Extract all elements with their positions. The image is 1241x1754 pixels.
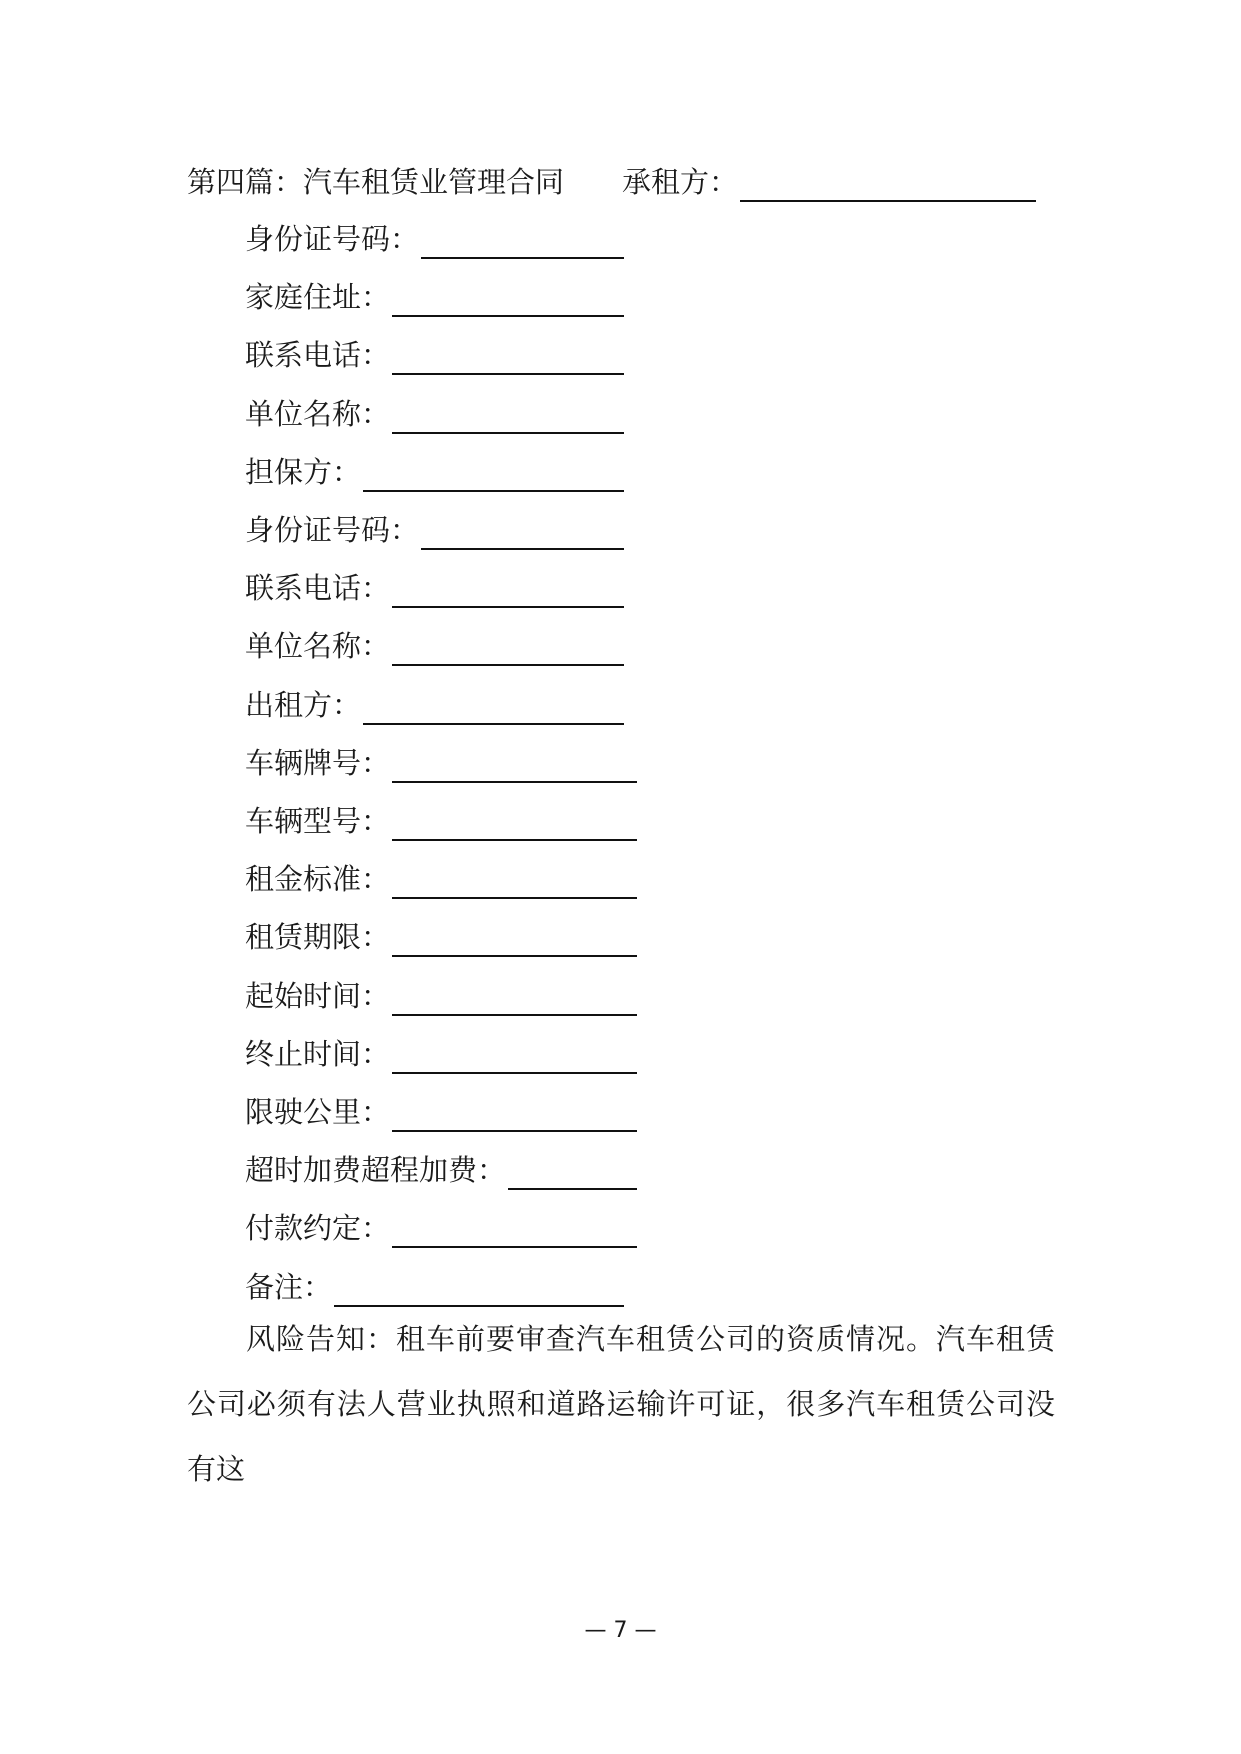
form-field-label: 联系电话： [245,338,391,373]
risk-notice-paragraph [187,1307,1055,1502]
form-field-row [245,219,1241,259]
form-field-row [245,452,1241,492]
form-field-row [245,743,1241,783]
form-field-blank[interactable] [421,520,624,550]
form-field-blank[interactable] [392,811,637,841]
form-field-label: 终止时间： [245,1036,391,1071]
contract-title: 第四篇：汽车租赁业管理合同 [187,165,565,199]
form-field-row [245,277,1241,317]
form-field-blank[interactable] [392,986,637,1016]
form-field-label: 超时加费超程加费： [245,1153,507,1188]
form-field-blank[interactable] [392,927,637,957]
form-field-blank[interactable] [392,1044,637,1074]
form-field-label: 租赁期限： [245,920,391,955]
form-field-blank[interactable] [421,229,624,259]
form-field-blank[interactable] [392,636,624,666]
page-number: — 7 — [584,1618,657,1643]
form-field-label: 付款约定： [245,1211,391,1246]
form-field-label: 起始时间： [245,978,391,1013]
renter-label: 承租方： [622,165,739,199]
form-field-label: 车辆型号： [245,804,391,838]
form-field-blank[interactable] [392,753,637,783]
renter-blank[interactable] [740,172,1036,202]
form-field-label: 租金标准： [245,862,391,897]
form-field-row [245,626,1241,666]
form-field-blank[interactable] [334,1277,624,1307]
form-field-label: 担保方： [245,454,362,489]
form-field-row [245,859,1241,899]
form-field-row [245,917,1241,957]
form-field-blank[interactable] [508,1160,637,1190]
form-field-label: 单位名称： [245,396,391,431]
form-field-label: 身份证号码： [245,222,420,256]
form-field-label: 联系电话： [245,571,391,606]
form-field-label: 限驶公里： [245,1095,391,1129]
form-field-row [245,335,1241,375]
form-field-label: 车辆牌号： [245,745,391,780]
form-field-blank[interactable] [363,462,624,492]
form-field-row [245,801,1241,841]
form-field-row [245,1208,1241,1248]
risk-notice-text: 风险告知：租车前要审查汽车租赁公司的资质情况。汽车租赁公司必须有法人营业执照和道路运输许可证，很多汽车租赁公司没有这 [187,1322,1055,1486]
form-field-label: 身份证号码： [245,513,420,547]
form-field-blank[interactable] [392,1102,637,1132]
form-field-blank[interactable] [363,695,624,725]
form-field-row [245,1150,1241,1190]
form-field-label: 家庭住址： [245,280,391,315]
form-field-blank[interactable] [392,404,624,434]
form-field-blank[interactable] [392,869,637,899]
form-field-blank[interactable] [392,345,624,375]
form-field-blank[interactable] [392,578,624,608]
form-field-row [245,394,1241,434]
form-field-row [245,1267,1241,1307]
contract-title-line [187,162,1036,202]
form-field-row [245,568,1241,608]
form-field-blank[interactable] [392,1218,637,1248]
form-field-label: 单位名称： [245,629,391,664]
form-field-row [245,1092,1241,1132]
form-field-row [245,510,1241,550]
form-field-row [245,976,1241,1016]
form-field-label: 出租方： [245,687,362,722]
form-field-blank[interactable] [392,287,624,317]
form-field-row [245,685,1241,725]
form-field-label: 备注： [245,1269,333,1304]
form-field-row [245,1034,1241,1074]
